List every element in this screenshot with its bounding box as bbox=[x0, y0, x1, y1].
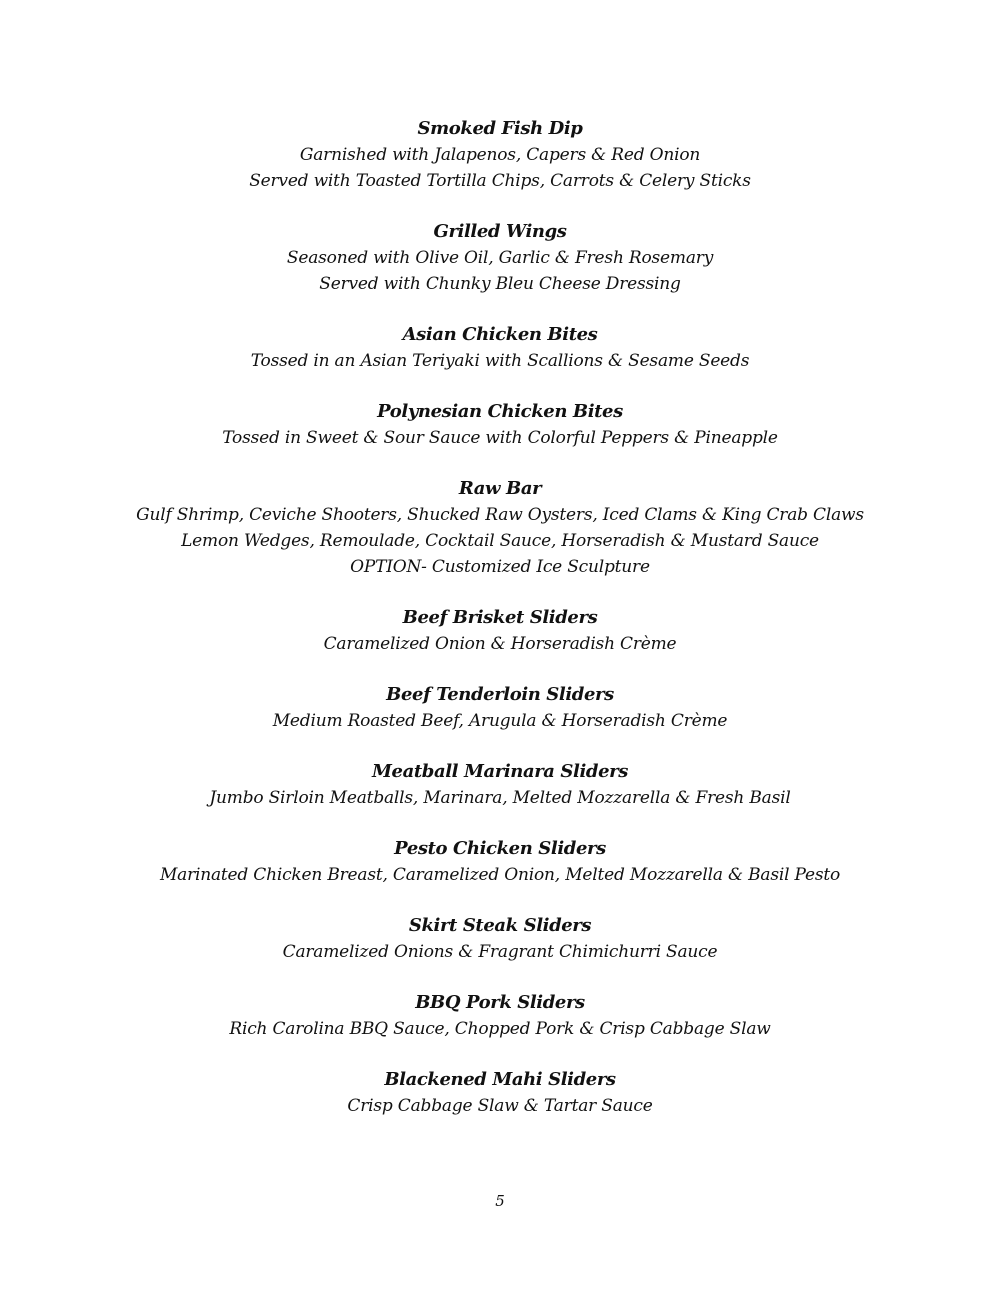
menu-item-title: Asian Chicken Bites bbox=[402, 324, 598, 345]
menu-item-description: Lemon Wedges, Remoulade, Cocktail Sauce, Horseradish & Mustard Sauce bbox=[181, 531, 819, 551]
menu-item-description: Tossed in Sweet & Sour Sauce with Colorful Peppers & Pineapple bbox=[222, 428, 778, 448]
menu-item-title: Blackened Mahi Sliders bbox=[384, 1069, 616, 1090]
menu-item-title: Skirt Steak Sliders bbox=[408, 915, 592, 936]
menu-item-title: Smoked Fish Dip bbox=[417, 118, 583, 139]
menu-item-polynesian-chicken-bites bbox=[0, 399, 1000, 451]
menu-item-pesto-chicken-sliders bbox=[0, 836, 1000, 888]
menu-item-description: Served with Toasted Tortilla Chips, Carrots & Celery Sticks bbox=[249, 171, 751, 191]
menu-item-meatball-marinara-sliders bbox=[0, 759, 1000, 811]
menu-item-title: Meatball Marinara Sliders bbox=[372, 761, 628, 782]
page-number: 5 bbox=[495, 1192, 505, 1210]
menu-item-description: Seasoned with Olive Oil, Garlic & Fresh Rosemary bbox=[286, 248, 714, 268]
menu-item-beef-brisket-sliders bbox=[0, 605, 1000, 657]
menu-item-description: Marinated Chicken Breast, Caramelized Onion, Melted Mozzarella & Basil Pesto bbox=[159, 865, 841, 885]
menu-item-skirt-steak-sliders bbox=[0, 913, 1000, 965]
menu-list bbox=[0, 116, 1000, 1119]
menu-item-description: Caramelized Onions & Fragrant Chimichurri Sauce bbox=[282, 942, 718, 962]
menu-item-description: Caramelized Onion & Horseradish Crème bbox=[323, 634, 677, 654]
menu-item-raw-bar bbox=[0, 476, 1000, 580]
menu-item-title: Polynesian Chicken Bites bbox=[377, 401, 623, 422]
menu-item-bbq-pork-sliders bbox=[0, 990, 1000, 1042]
menu-item-title: Raw Bar bbox=[458, 478, 542, 499]
menu-item-description: Gulf Shrimp, Ceviche Shooters, Shucked Raw Oysters, Iced Clams & King Crab Claws bbox=[136, 505, 864, 525]
menu-item-beef-tenderloin-sliders bbox=[0, 682, 1000, 734]
menu-item-description: Medium Roasted Beef, Arugula & Horseradish Crème bbox=[272, 711, 728, 731]
menu-item-title: Pesto Chicken Sliders bbox=[394, 838, 606, 859]
menu-item-asian-chicken-bites bbox=[0, 322, 1000, 374]
menu-item-description: Tossed in an Asian Teriyaki with Scallions & Sesame Seeds bbox=[250, 351, 750, 371]
menu-item-description: Garnished with Jalapenos, Capers & Red Onion bbox=[299, 145, 701, 165]
menu-item-blackened-mahi-sliders bbox=[0, 1067, 1000, 1119]
menu-item-title: BBQ Pork Sliders bbox=[415, 992, 585, 1013]
menu-item-title: Beef Tenderloin Sliders bbox=[386, 684, 614, 705]
menu-item-grilled-wings bbox=[0, 219, 1000, 297]
menu-item-description: OPTION- Customized Ice Sculpture bbox=[350, 557, 650, 577]
menu-item-description: Served with Chunky Bleu Cheese Dressing bbox=[319, 274, 681, 294]
menu-item-description: Jumbo Sirloin Meatballs, Marinara, Melted Mozzarella & Fresh Basil bbox=[209, 788, 791, 808]
menu-item-description: Rich Carolina BBQ Sauce, Chopped Pork & Crisp Cabbage Slaw bbox=[229, 1019, 771, 1039]
menu-item-title: Beef Brisket Sliders bbox=[402, 607, 598, 628]
menu-item-title: Grilled Wings bbox=[433, 221, 567, 242]
menu-item-smoked-fish-dip bbox=[0, 116, 1000, 194]
menu-item-description: Crisp Cabbage Slaw & Tartar Sauce bbox=[347, 1096, 653, 1116]
